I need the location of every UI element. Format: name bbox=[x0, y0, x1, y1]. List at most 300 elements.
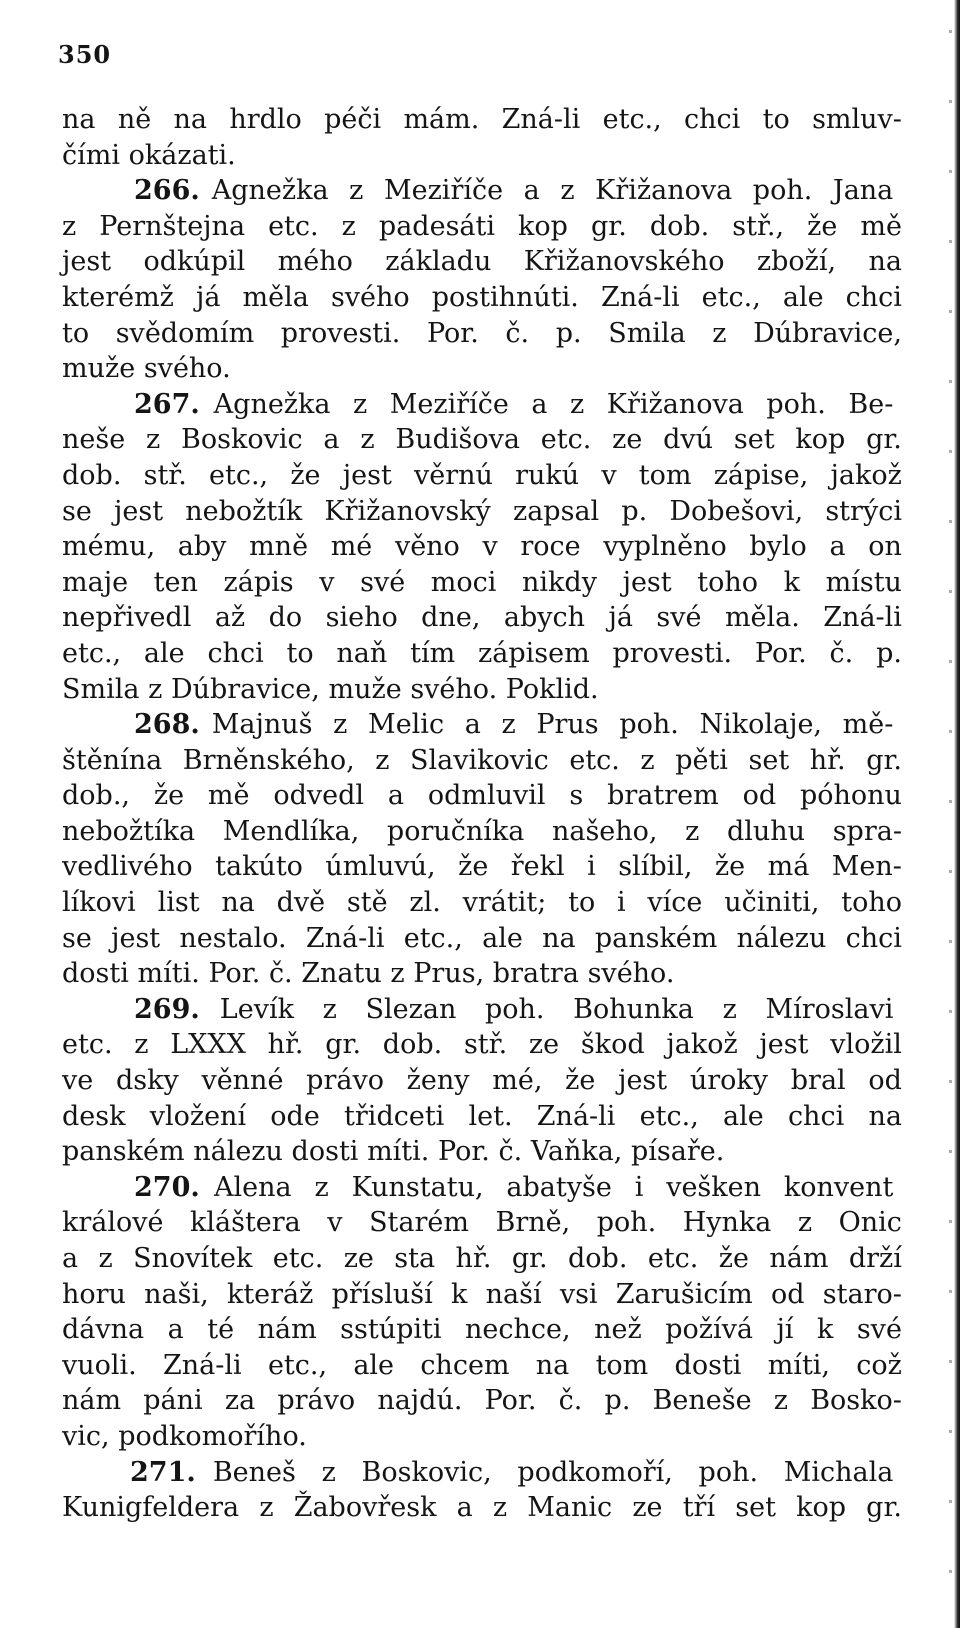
word: p. bbox=[876, 637, 902, 669]
word: Nikolaje, bbox=[699, 709, 823, 741]
word: desk bbox=[62, 1100, 126, 1132]
text-line bbox=[62, 316, 902, 352]
word: z bbox=[134, 1029, 149, 1061]
word: míti. bbox=[137, 958, 200, 990]
word: zápisem bbox=[478, 637, 590, 669]
word: zboží, bbox=[756, 246, 837, 278]
word: svého bbox=[330, 281, 410, 313]
word: z bbox=[322, 993, 337, 1025]
word: ale bbox=[143, 637, 185, 669]
text-line bbox=[62, 1312, 902, 1348]
word: Por. bbox=[754, 637, 807, 669]
word: okázati. bbox=[128, 139, 236, 171]
word: té bbox=[207, 1314, 235, 1346]
word: na bbox=[868, 246, 902, 278]
entry-number: 271. bbox=[130, 1456, 196, 1488]
word: mě bbox=[207, 780, 250, 812]
word: Zarušicím bbox=[615, 1278, 753, 1310]
text-line bbox=[62, 1099, 902, 1135]
word: chci bbox=[684, 104, 741, 135]
word: jakož bbox=[666, 1029, 738, 1061]
word: Beneš bbox=[212, 1456, 296, 1488]
word: do bbox=[268, 602, 303, 634]
word: Jana bbox=[832, 175, 894, 207]
word: vložil bbox=[830, 1029, 902, 1061]
word: já bbox=[608, 602, 633, 634]
word: Vaňka, bbox=[530, 1136, 623, 1168]
word: chcem bbox=[420, 1349, 510, 1381]
word: panském bbox=[62, 1136, 185, 1168]
word: mému, bbox=[62, 531, 156, 563]
word: ten bbox=[153, 566, 198, 598]
word: ně bbox=[117, 104, 152, 135]
word: k bbox=[816, 1314, 834, 1346]
word: spra- bbox=[832, 815, 902, 847]
word: etc., bbox=[602, 104, 662, 135]
word: kop bbox=[518, 210, 568, 242]
text-line bbox=[62, 814, 902, 850]
word: vešken bbox=[666, 1171, 762, 1203]
word: štěnína bbox=[62, 744, 163, 776]
word: zapsal bbox=[512, 495, 600, 527]
text-line bbox=[62, 387, 902, 423]
word: toho bbox=[841, 887, 902, 919]
word: že bbox=[153, 780, 185, 812]
word: ze bbox=[528, 1029, 560, 1061]
word: mé bbox=[330, 531, 373, 563]
word: slíbil, bbox=[618, 851, 693, 883]
word: sta bbox=[394, 1243, 436, 1274]
text-line bbox=[62, 992, 902, 1028]
word: nestalo. bbox=[179, 922, 287, 954]
word: z bbox=[560, 175, 575, 207]
text-line bbox=[62, 209, 902, 245]
word: jí bbox=[776, 1314, 794, 1346]
word: Dúbravice, bbox=[170, 673, 320, 705]
word: hrdlo bbox=[229, 104, 302, 135]
word: věno bbox=[394, 531, 460, 563]
text-line bbox=[62, 636, 902, 672]
word: dvú bbox=[663, 424, 714, 456]
word: Kunigfeldera bbox=[62, 1492, 240, 1524]
word: má bbox=[767, 851, 810, 883]
word: nám bbox=[62, 1385, 122, 1417]
word: Dobešovi, bbox=[669, 495, 804, 527]
word: v bbox=[327, 1207, 343, 1239]
word: v bbox=[482, 531, 498, 563]
word: hř. bbox=[809, 744, 846, 776]
text-line bbox=[62, 351, 902, 387]
word: nám bbox=[769, 1243, 829, 1274]
word: dosti bbox=[62, 958, 129, 990]
word: stř. bbox=[463, 1029, 508, 1061]
page-number: 350 bbox=[58, 40, 112, 69]
word: muže bbox=[62, 353, 136, 385]
text-line bbox=[62, 565, 902, 601]
word: konvent bbox=[783, 1171, 894, 1203]
word: vrátit; bbox=[462, 887, 547, 919]
text-line bbox=[62, 494, 902, 530]
word: z bbox=[353, 388, 368, 420]
word: z bbox=[773, 1385, 789, 1417]
word: třidceti bbox=[344, 1100, 445, 1132]
word: místu bbox=[825, 566, 902, 598]
entry-number: 270. bbox=[134, 1171, 200, 1203]
word: ze bbox=[612, 424, 643, 456]
word: a bbox=[531, 388, 548, 420]
word: jest bbox=[111, 922, 161, 954]
text-body bbox=[62, 102, 902, 1526]
word: dob. bbox=[62, 459, 122, 491]
word: věnné bbox=[201, 1065, 284, 1097]
word: Majnuš bbox=[211, 709, 313, 741]
text-line bbox=[62, 244, 902, 280]
word: p. bbox=[621, 495, 648, 527]
word: Brněnského, bbox=[182, 744, 355, 776]
word: věrnú bbox=[413, 459, 493, 491]
word: naší bbox=[485, 1278, 542, 1310]
word: horu bbox=[62, 1278, 126, 1310]
word: dne, bbox=[421, 602, 481, 634]
word: jest bbox=[342, 459, 392, 491]
word: staro- bbox=[822, 1278, 902, 1310]
word: ze bbox=[632, 1492, 663, 1524]
text-line bbox=[62, 600, 902, 636]
word: tím bbox=[410, 637, 456, 669]
word: p. bbox=[555, 317, 582, 349]
word: své bbox=[360, 566, 406, 598]
word: Agnežka bbox=[213, 388, 331, 420]
text-line bbox=[62, 707, 902, 743]
text-line bbox=[62, 529, 902, 565]
word: Prus bbox=[536, 709, 599, 741]
word: své bbox=[656, 602, 702, 634]
text-line bbox=[62, 173, 902, 209]
word: a bbox=[323, 424, 340, 456]
word: Křižanovského bbox=[523, 246, 725, 278]
word: chci bbox=[207, 637, 264, 669]
word: Manic bbox=[527, 1492, 613, 1524]
word: aby bbox=[177, 531, 227, 563]
entry-number: 269. bbox=[134, 993, 200, 1025]
word: etc., bbox=[209, 459, 269, 491]
word: LXXX bbox=[170, 1029, 246, 1061]
word: ale bbox=[353, 1349, 395, 1381]
word: chci bbox=[845, 281, 902, 313]
word: dob. bbox=[568, 1243, 628, 1274]
word: od bbox=[868, 1065, 902, 1097]
text-line bbox=[62, 1205, 902, 1241]
word: Míroslavi bbox=[765, 993, 894, 1025]
text-line bbox=[62, 1170, 902, 1206]
word: č. bbox=[498, 1136, 523, 1168]
word: požívá bbox=[665, 1314, 753, 1346]
word: že bbox=[565, 1065, 596, 1097]
word: tří bbox=[682, 1492, 716, 1524]
word: péči bbox=[324, 104, 382, 135]
word: v bbox=[601, 459, 617, 491]
word: i bbox=[587, 851, 596, 883]
entry-number: 268. bbox=[134, 709, 200, 741]
word: Beneše bbox=[652, 1385, 752, 1417]
word: nebožtíka bbox=[62, 815, 196, 847]
word: maje bbox=[62, 566, 129, 598]
word: vuoli. bbox=[62, 1349, 137, 1381]
word: Michala bbox=[783, 1456, 894, 1488]
word: smluv- bbox=[812, 104, 902, 135]
word: svého. bbox=[410, 673, 498, 705]
word: Kunstatu, bbox=[351, 1171, 484, 1203]
word: mně bbox=[249, 531, 309, 563]
word: z bbox=[360, 424, 375, 456]
word: z bbox=[98, 1243, 113, 1274]
word: provesti. bbox=[280, 317, 401, 349]
word: líkovi bbox=[62, 887, 136, 919]
text-line bbox=[62, 102, 902, 138]
word: dob. bbox=[382, 1029, 443, 1061]
word: nechce, bbox=[465, 1314, 571, 1346]
word: čími bbox=[62, 139, 120, 171]
word: Křižanova bbox=[606, 388, 744, 420]
word: od bbox=[742, 780, 777, 812]
word: Slezan bbox=[365, 993, 457, 1025]
page-edge-specks bbox=[949, 0, 952, 1628]
text-line bbox=[62, 1277, 902, 1313]
word: svědomím bbox=[115, 317, 255, 349]
text-line bbox=[62, 138, 902, 174]
word: on bbox=[868, 531, 902, 563]
word: z bbox=[375, 744, 390, 776]
word: dávna bbox=[62, 1314, 145, 1346]
word: ze bbox=[343, 1243, 374, 1274]
text-line bbox=[62, 743, 902, 779]
word: etc. bbox=[272, 1243, 324, 1274]
word: takúto bbox=[215, 851, 303, 883]
word: se bbox=[62, 922, 92, 954]
word: gr. bbox=[511, 1243, 548, 1274]
word: poh. bbox=[752, 175, 813, 207]
word: Bosko- bbox=[810, 1385, 902, 1417]
word: Mendlíka, bbox=[222, 815, 360, 847]
word: Křižanova bbox=[595, 175, 733, 207]
word: Zná-li bbox=[600, 281, 680, 313]
word: ode bbox=[270, 1100, 320, 1132]
word: etc. bbox=[62, 1029, 113, 1061]
word: nepřivedl bbox=[62, 602, 192, 634]
word: zápis bbox=[223, 566, 294, 598]
word: roce bbox=[520, 531, 581, 563]
word: z bbox=[570, 388, 585, 420]
word: mé, bbox=[492, 1065, 543, 1097]
word: dob. bbox=[649, 210, 710, 242]
word: bratra bbox=[492, 958, 579, 990]
word: zl. bbox=[409, 887, 441, 919]
text-line bbox=[62, 1348, 902, 1384]
word: od bbox=[771, 1278, 805, 1310]
word: vložení bbox=[149, 1100, 247, 1132]
word: právo bbox=[277, 1385, 356, 1417]
word: mě- bbox=[842, 709, 894, 741]
word: etc., bbox=[62, 637, 122, 669]
word: kop bbox=[795, 424, 846, 456]
word: zápise, bbox=[713, 459, 809, 491]
word: Boskovic bbox=[181, 424, 303, 456]
word: Melic bbox=[368, 709, 445, 741]
word: Slavikovic bbox=[410, 744, 549, 776]
word: vyplněno bbox=[603, 531, 727, 563]
word: gr. bbox=[866, 424, 902, 456]
word: postihnúti. bbox=[431, 281, 579, 313]
word: p. bbox=[604, 1385, 631, 1417]
word: k bbox=[783, 566, 800, 598]
word: nikdy bbox=[522, 566, 597, 598]
word: podkomoří, bbox=[517, 1456, 673, 1488]
word: etc., bbox=[267, 1349, 328, 1381]
word: jest bbox=[622, 566, 672, 598]
word: póhonu bbox=[799, 780, 902, 812]
word: set bbox=[748, 744, 790, 776]
word: Pernštejna bbox=[99, 210, 246, 242]
word: mě bbox=[860, 210, 902, 242]
text-line bbox=[62, 1241, 902, 1277]
text-line bbox=[62, 1419, 902, 1455]
word: naň bbox=[336, 637, 388, 669]
word: stř., bbox=[732, 210, 785, 242]
word: králové bbox=[62, 1207, 164, 1239]
word: etc., bbox=[701, 281, 761, 313]
text-line bbox=[62, 422, 902, 458]
text-line bbox=[62, 1027, 902, 1063]
word: řekl bbox=[510, 851, 565, 883]
text-line bbox=[62, 1134, 902, 1170]
word: padesáti bbox=[378, 210, 496, 242]
word: hř. bbox=[267, 1029, 304, 1061]
word: muže bbox=[328, 673, 402, 705]
word: odvedl bbox=[273, 780, 365, 812]
word: ale bbox=[723, 1100, 764, 1132]
word: za bbox=[224, 1385, 256, 1417]
word: Be- bbox=[848, 388, 894, 420]
word: na bbox=[542, 922, 576, 954]
word: Meziříče bbox=[383, 175, 504, 207]
word: Budišova bbox=[395, 424, 520, 456]
word: na bbox=[868, 1100, 902, 1132]
word: mého bbox=[277, 246, 353, 278]
word: a bbox=[456, 1492, 473, 1524]
word: etc. bbox=[569, 744, 620, 776]
word: k bbox=[451, 1278, 468, 1310]
word: ale bbox=[482, 922, 523, 954]
word: z bbox=[321, 1456, 336, 1488]
word: sstúpiti bbox=[340, 1314, 442, 1346]
word: chci bbox=[845, 922, 902, 954]
word: nálezu bbox=[736, 922, 827, 954]
word: z bbox=[314, 1171, 329, 1203]
word: set bbox=[735, 1492, 776, 1524]
word: nebožtík bbox=[185, 495, 303, 527]
word: Prus, bbox=[413, 958, 485, 990]
word: najdú. bbox=[377, 1385, 463, 1417]
word: a bbox=[387, 780, 404, 812]
word: to bbox=[62, 317, 90, 349]
word: z bbox=[259, 1492, 274, 1524]
word: chci bbox=[787, 1100, 845, 1132]
word: Zná-li bbox=[823, 602, 902, 634]
word: Zná-li bbox=[163, 1349, 242, 1381]
word: já bbox=[195, 281, 221, 313]
word: gr. bbox=[866, 1492, 902, 1524]
word: svého. bbox=[587, 958, 675, 990]
word: etc., bbox=[403, 922, 463, 954]
word: poh. bbox=[766, 388, 826, 420]
word: Smila bbox=[608, 317, 686, 349]
word: na bbox=[221, 887, 255, 919]
word: sieho bbox=[325, 602, 398, 634]
text-line bbox=[62, 778, 902, 814]
word: Onic bbox=[838, 1207, 902, 1239]
word: gr. bbox=[590, 210, 627, 242]
word: vedlivého bbox=[62, 851, 193, 883]
word: písaře. bbox=[631, 1136, 725, 1168]
word: stř. bbox=[143, 459, 187, 491]
page-edge-shadow bbox=[954, 0, 960, 1628]
word: i bbox=[616, 887, 626, 919]
word: nálezu bbox=[193, 1136, 283, 1168]
word: gr. bbox=[325, 1029, 362, 1061]
word: neše bbox=[62, 424, 126, 456]
word: abatyše bbox=[506, 1171, 612, 1203]
word: Boskovic, bbox=[361, 1456, 492, 1488]
word: z bbox=[148, 673, 163, 705]
word: Bohunka bbox=[573, 993, 694, 1025]
word: učiniti, bbox=[724, 887, 820, 919]
word: úroky bbox=[689, 1065, 769, 1097]
word: měla bbox=[242, 281, 309, 313]
word: jest bbox=[618, 1065, 668, 1097]
word: nám bbox=[257, 1314, 317, 1346]
word: právo bbox=[306, 1065, 384, 1097]
word: č. bbox=[558, 1385, 583, 1417]
word: mám. bbox=[403, 104, 480, 135]
word: dosti bbox=[291, 1136, 359, 1168]
word: strýci bbox=[825, 495, 902, 527]
word: moci bbox=[430, 566, 497, 598]
word: Zná-li bbox=[536, 1100, 616, 1132]
word: to bbox=[568, 887, 596, 919]
word: míti. bbox=[367, 1136, 430, 1168]
word: z bbox=[333, 709, 348, 741]
word: dob., bbox=[62, 780, 130, 812]
word: etc. bbox=[268, 210, 319, 242]
text-line bbox=[62, 458, 902, 494]
word: odkúpil bbox=[143, 246, 246, 278]
word: což bbox=[856, 1349, 902, 1381]
word: poh. bbox=[619, 709, 679, 741]
word: z bbox=[501, 709, 516, 741]
word: gr. bbox=[866, 744, 902, 776]
word: z bbox=[712, 317, 727, 349]
word: Snovítek bbox=[133, 1243, 253, 1274]
word: ženy bbox=[406, 1065, 470, 1097]
text-line bbox=[62, 1490, 902, 1526]
word: na bbox=[535, 1349, 570, 1381]
word: a bbox=[523, 175, 540, 207]
text-line bbox=[62, 885, 902, 921]
word: z bbox=[640, 744, 655, 776]
word: Hynka bbox=[682, 1207, 772, 1239]
word: že bbox=[718, 1243, 749, 1274]
word: bylo bbox=[749, 531, 807, 563]
